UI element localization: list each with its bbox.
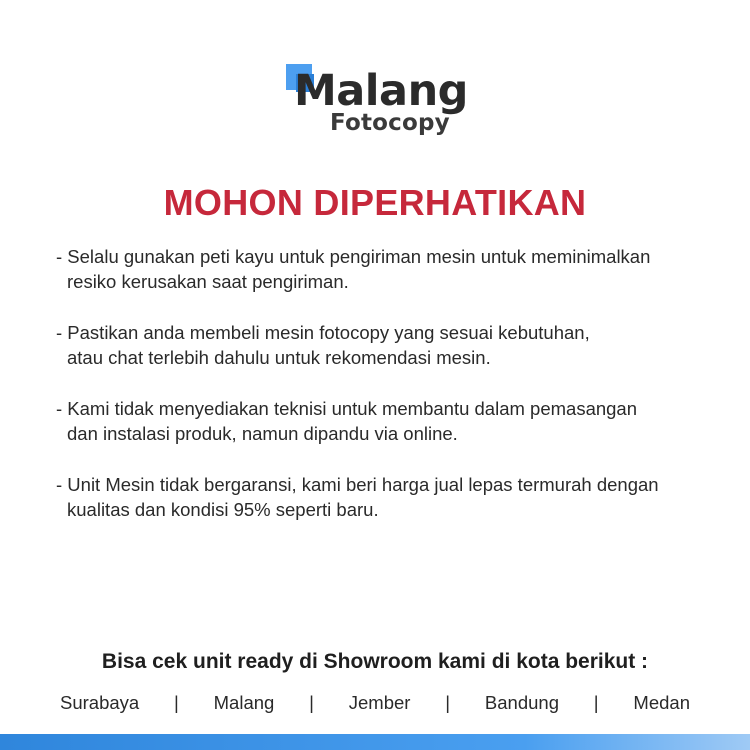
city-separator: | xyxy=(445,692,451,713)
city-list xyxy=(60,692,690,714)
note-line: kualitas dan kondisi 95% seperti baru. xyxy=(67,499,379,520)
showroom-heading: Bisa cek unit ready di Showroom kami di kota berikut : xyxy=(101,650,649,673)
city-malang: Malang xyxy=(213,692,275,713)
city-medan: Medan xyxy=(633,692,690,713)
note-line: resiko kerusakan saat pengiriman. xyxy=(67,271,349,292)
note-item xyxy=(56,472,716,522)
city-jember: Jember xyxy=(348,692,411,713)
note-item xyxy=(56,244,716,294)
note-line: dan instalasi produk, namun dipandu via online. xyxy=(67,423,458,444)
note-item xyxy=(56,396,716,446)
city-separator: | xyxy=(593,692,599,713)
city-separator: | xyxy=(174,692,179,713)
notes-list xyxy=(56,244,716,548)
page-title: MOHON DIPERHATIKAN xyxy=(163,182,587,223)
note-line: - Kami tidak menyediakan teknisi untuk membantu dalam pemasangan xyxy=(56,398,638,419)
city-separator: | xyxy=(309,692,314,713)
logo-word: Malang xyxy=(294,66,468,116)
logo xyxy=(284,62,474,142)
note-line: - Unit Mesin tidak bergaransi, kami beri harga jual lepas termurah dengan xyxy=(56,474,659,495)
bottom-accent-bar xyxy=(0,734,750,750)
city-surabaya: Surabaya xyxy=(60,692,140,713)
note-item xyxy=(56,320,716,370)
logo-subtitle: Fotocopy xyxy=(330,110,450,136)
note-line: - Pastikan anda membeli mesin fotocopy yang sesuai kebutuhan, xyxy=(56,322,590,343)
city-bandung: Bandung xyxy=(484,692,559,713)
note-line: - Selalu gunakan peti kayu untuk pengiriman mesin untuk meminimalkan xyxy=(56,246,651,267)
note-line: atau chat terlebih dahulu untuk rekomendasi mesin. xyxy=(67,347,491,368)
